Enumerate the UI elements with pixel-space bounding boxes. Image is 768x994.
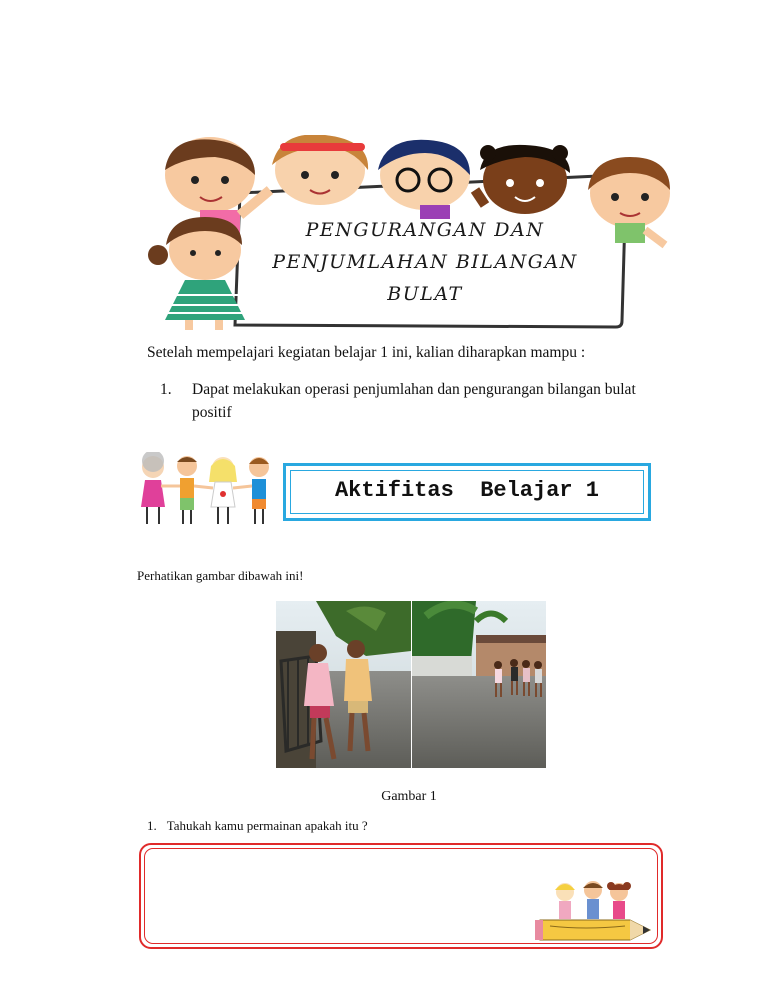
banner-title-line-1: PENGURANGAN DAN xyxy=(305,219,545,241)
kids-on-pencil-illustration xyxy=(535,878,655,946)
activity-title: Aktifitas Belajar 1 xyxy=(334,478,600,503)
question-item xyxy=(147,818,368,834)
instruction-text: Perhatikan gambar dibawah ini! xyxy=(137,568,304,583)
question-text: Tahukah kamu permainan apakah itu ? xyxy=(166,818,368,833)
activity-banner xyxy=(283,463,651,521)
banner-title-line-2: PENJUMLAHAN BILANGAN xyxy=(272,251,578,273)
question-number: 1. xyxy=(147,818,157,833)
objective-number: 1. xyxy=(160,381,172,398)
banner-title-line-3: BULAT xyxy=(387,283,463,305)
intro-text: Setelah mempelajari kegiatan belajar 1 ini, kalian diharapkan mampu : xyxy=(147,344,586,361)
girl-dress-illustration xyxy=(148,217,245,330)
kids-holding-hands-illustration xyxy=(135,452,285,532)
children-playing-photo xyxy=(276,601,546,768)
objective-text: Dapat melakukan operasi penjumlahan dan pengurangan bilangan bulat positif xyxy=(192,381,636,421)
banner-title xyxy=(270,214,580,310)
figure-caption: Gambar 1 xyxy=(381,789,437,804)
